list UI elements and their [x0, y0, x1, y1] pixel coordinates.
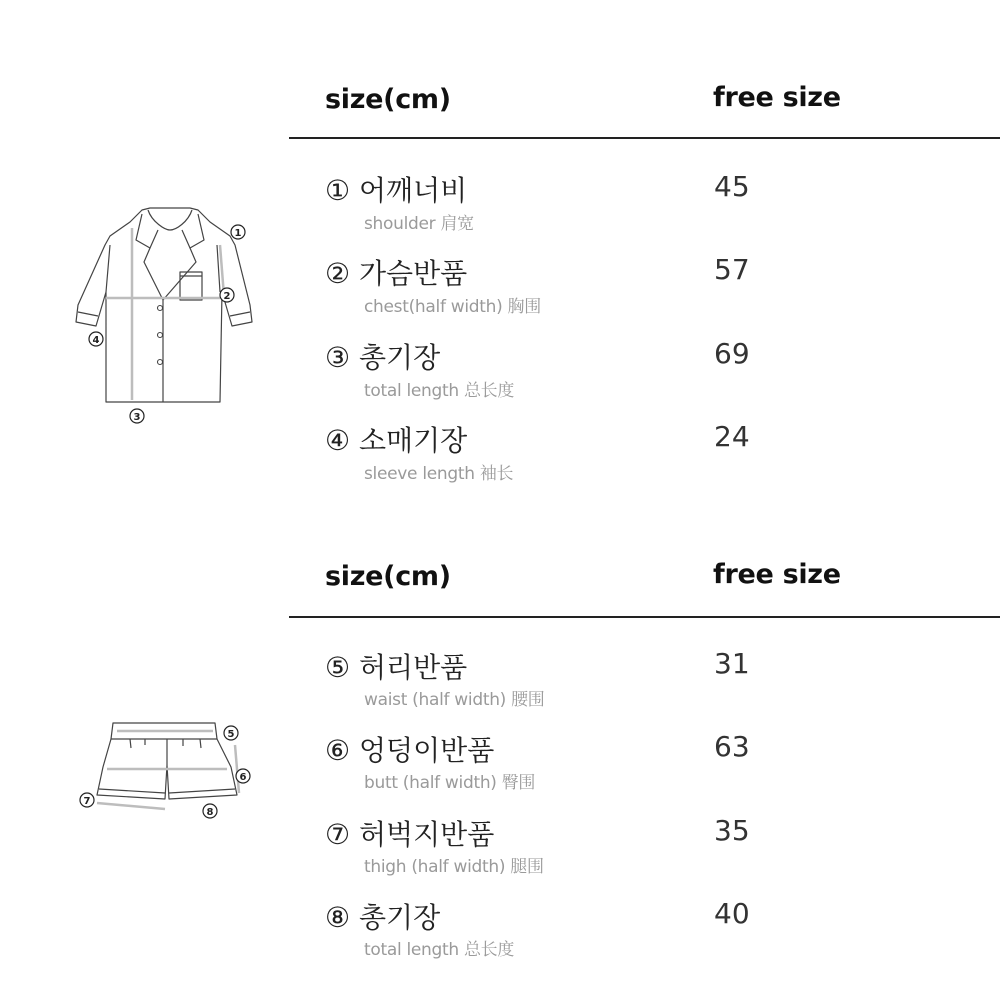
measure-name: ④ 소매기장 — [325, 424, 468, 457]
svg-text:1: 1 — [234, 228, 242, 239]
svg-text:3: 3 — [133, 412, 141, 423]
marker-1 — [231, 225, 245, 239]
svg-text:2: 2 — [223, 291, 231, 302]
marker-3 — [130, 409, 144, 423]
measure-value: 45 — [714, 170, 750, 203]
svg-text:6: 6 — [239, 772, 247, 783]
svg-text:8: 8 — [206, 807, 214, 818]
shirt-diagram — [70, 200, 270, 430]
measure-subtitle: shoulder 肩宽 — [364, 214, 474, 234]
header-size-label: size(cm) — [325, 561, 451, 592]
measure-value: 24 — [714, 420, 750, 453]
measure-name: ⑥ 엉덩이반품 — [325, 734, 495, 767]
measure-subtitle: sleeve length 袖长 — [364, 464, 514, 484]
svg-text:4: 4 — [92, 335, 100, 346]
marker-7 — [80, 793, 94, 807]
measure-subtitle: total length 总长度 — [364, 381, 515, 401]
measure-subtitle: chest(half width) 胸围 — [364, 297, 541, 317]
measure-name: ② 가슴반품 — [325, 257, 468, 290]
measure-name: ③ 총기장 — [325, 341, 441, 374]
marker-2 — [220, 288, 234, 302]
measure-value: 63 — [714, 730, 750, 763]
measure-subtitle: total length 总长度 — [364, 940, 515, 960]
measure-subtitle: thigh (half width) 腿围 — [364, 857, 544, 877]
measure-name: ① 어깨너비 — [325, 174, 468, 207]
marker-5 — [224, 726, 238, 740]
measure-name: ⑦ 허벅지반품 — [325, 818, 495, 851]
measure-name: ⑤ 허리반품 — [325, 651, 468, 684]
header-free-size: free size — [713, 82, 841, 113]
measure-value: 40 — [714, 897, 750, 930]
measure-value: 57 — [714, 253, 750, 286]
shorts-diagram — [75, 715, 255, 825]
measure-subtitle: butt (half width) 臀围 — [364, 773, 536, 793]
svg-text:7: 7 — [83, 796, 91, 807]
measure-name: ⑧ 총기장 — [325, 901, 441, 934]
header-free-size: free size — [713, 559, 841, 590]
divider — [289, 137, 1000, 139]
marker-4 — [89, 332, 103, 346]
divider — [289, 616, 1000, 618]
svg-text:5: 5 — [227, 729, 235, 740]
marker-6 — [236, 769, 250, 783]
measure-value: 35 — [714, 814, 750, 847]
header-size-label: size(cm) — [325, 84, 451, 115]
marker-8 — [203, 804, 217, 818]
measure-subtitle: waist (half width) 腰围 — [364, 690, 545, 710]
measure-value: 69 — [714, 337, 750, 370]
measure-value: 31 — [714, 647, 750, 680]
